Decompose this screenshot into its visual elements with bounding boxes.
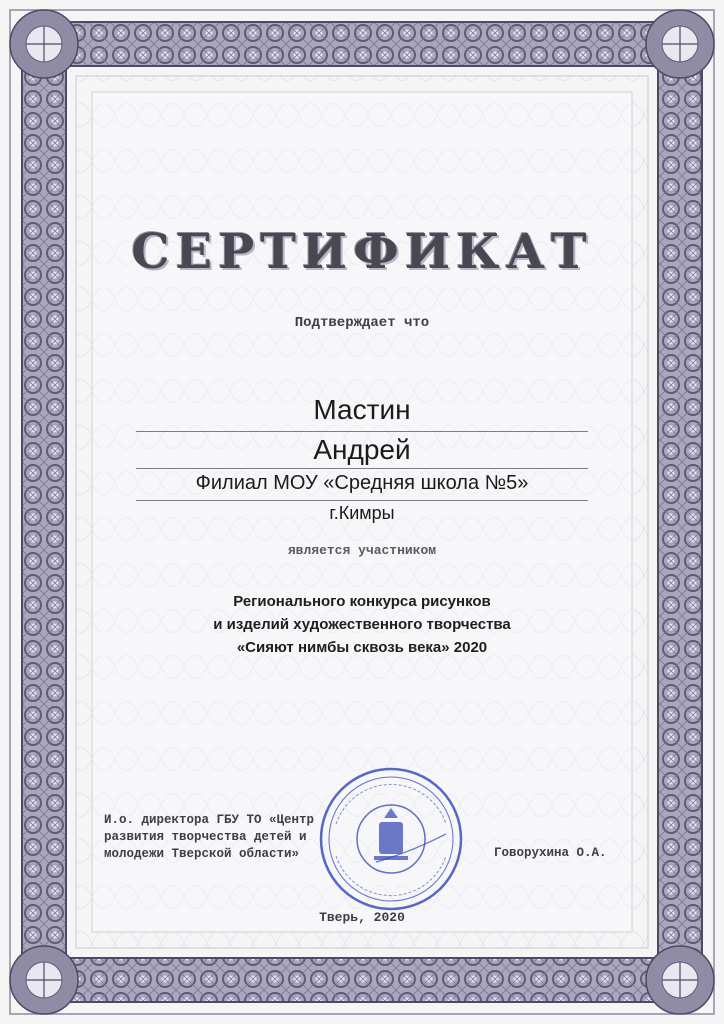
rule-2 (136, 468, 588, 469)
recipient-last-name: Мастин (313, 394, 411, 425)
confirms-text: Подтверждает что (294, 315, 430, 331)
signer-position (104, 812, 314, 863)
rule-1 (136, 431, 588, 432)
signer-line-1: И.о. директора ГБУ ТО «Центр (104, 813, 315, 827)
contest-line-1: Регионального конкурса рисунков (233, 593, 491, 610)
contest-line-3: «Сияют нимбы сквозь века» 2020 (236, 639, 488, 656)
rule-3 (136, 500, 588, 501)
place-year: Тверь, 2020 (319, 910, 405, 925)
signer-name: Говорухина О.А. (494, 846, 607, 860)
official-stamp-icon (316, 764, 466, 914)
school-name: Филиал МОУ «Средняя школа №5» (195, 472, 529, 494)
status-text: является участником (287, 543, 437, 558)
recipient-first-name: Андрей (313, 434, 411, 465)
signer-line-2: развития творчества детей и (104, 830, 307, 844)
town-name: г.Кимры (329, 503, 395, 523)
contest-description (0, 590, 724, 659)
contest-line-2: и изделий художественного творчества (213, 616, 511, 633)
signer-line-3: молодежи Тверской области» (104, 847, 300, 861)
certificate-title: СЕРТИФИКАТ (131, 224, 593, 280)
